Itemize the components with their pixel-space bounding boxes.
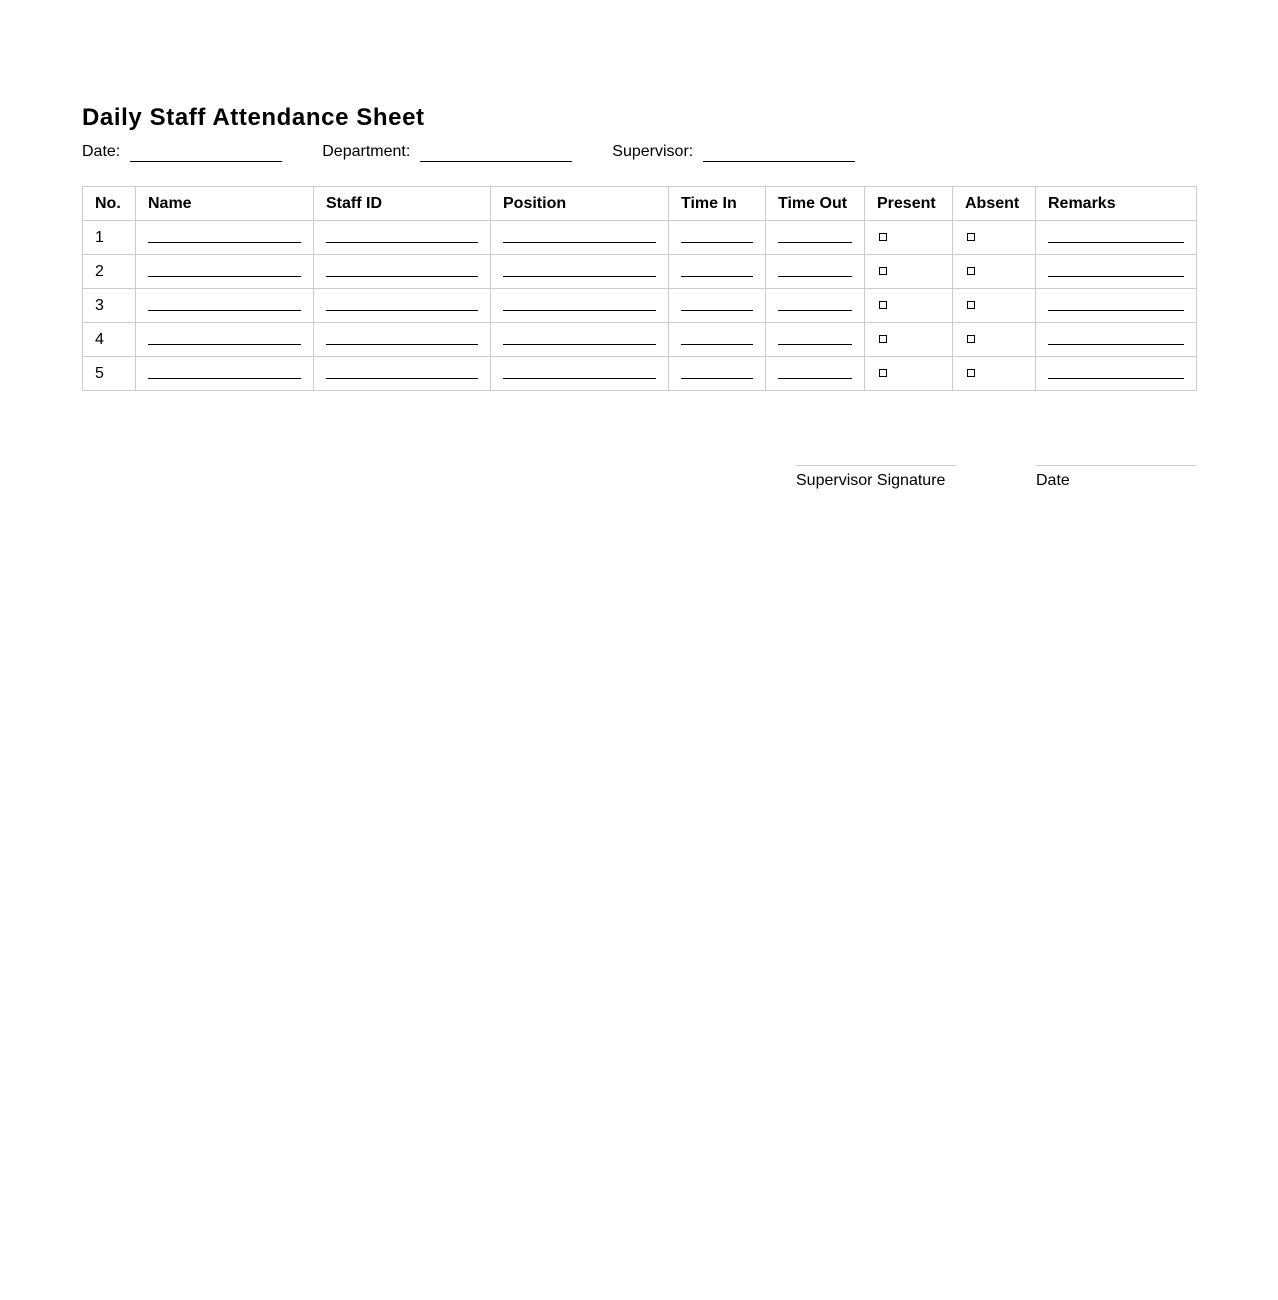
time-out-blank[interactable]: [778, 242, 852, 243]
time-in-blank[interactable]: [681, 242, 753, 243]
name-blank[interactable]: [148, 378, 301, 379]
row-number: 1: [83, 221, 136, 255]
remarks-blank[interactable]: [1048, 276, 1184, 277]
department-label: Department:: [322, 143, 411, 160]
time-in-cell[interactable]: [669, 255, 766, 289]
position-cell[interactable]: [491, 323, 669, 357]
supervisor-signature-label: Supervisor Signature: [796, 472, 946, 489]
present-cell: [865, 357, 953, 391]
name-blank[interactable]: [148, 310, 301, 311]
time-out-blank[interactable]: [778, 276, 852, 277]
time-in-blank[interactable]: [681, 344, 753, 345]
remarks-cell[interactable]: [1036, 289, 1197, 323]
name-cell[interactable]: [136, 357, 314, 391]
time-in-cell[interactable]: [669, 221, 766, 255]
time-in-blank[interactable]: [681, 276, 753, 277]
header-absent: Absent: [953, 187, 1036, 221]
position-blank[interactable]: [503, 378, 656, 379]
absent-cell: [953, 221, 1036, 255]
header-no: No.: [83, 187, 136, 221]
header-staff-id: Staff ID: [314, 187, 491, 221]
time-in-cell[interactable]: [669, 289, 766, 323]
name-blank[interactable]: [148, 276, 301, 277]
header-position: Position: [491, 187, 669, 221]
supervisor-signature-line[interactable]: [796, 465, 956, 490]
present-cell: [865, 289, 953, 323]
header-time-out: Time Out: [766, 187, 865, 221]
remarks-cell[interactable]: [1036, 221, 1197, 255]
table-row: [83, 221, 1197, 255]
supervisor-field: [612, 137, 855, 167]
table-header-row: [83, 187, 1197, 221]
department-input[interactable]: [420, 145, 572, 162]
present-checkbox-icon[interactable]: [879, 335, 887, 343]
absent-cell: [953, 323, 1036, 357]
date-input[interactable]: [130, 145, 282, 162]
signature-section: [796, 465, 1196, 490]
staff-id-blank[interactable]: [326, 310, 478, 311]
staff-id-blank[interactable]: [326, 378, 478, 379]
remarks-cell[interactable]: [1036, 357, 1197, 391]
staff-id-blank[interactable]: [326, 276, 478, 277]
header-name: Name: [136, 187, 314, 221]
position-blank[interactable]: [503, 310, 656, 311]
present-checkbox-icon[interactable]: [879, 301, 887, 309]
remarks-blank[interactable]: [1048, 344, 1184, 345]
supervisor-label: Supervisor:: [612, 143, 694, 160]
remarks-cell[interactable]: [1036, 323, 1197, 357]
absent-checkbox-icon[interactable]: [967, 335, 975, 343]
header-remarks: Remarks: [1036, 187, 1197, 221]
department-field: [322, 137, 572, 167]
name-cell[interactable]: [136, 289, 314, 323]
absent-checkbox-icon[interactable]: [967, 369, 975, 377]
absent-checkbox-icon[interactable]: [967, 301, 975, 309]
name-blank[interactable]: [148, 242, 301, 243]
time-in-blank[interactable]: [681, 378, 753, 379]
present-cell: [865, 221, 953, 255]
present-cell: [865, 255, 953, 289]
row-number: 2: [83, 255, 136, 289]
name-blank[interactable]: [148, 344, 301, 345]
position-cell[interactable]: [491, 255, 669, 289]
absent-cell: [953, 289, 1036, 323]
present-checkbox-icon[interactable]: [879, 233, 887, 241]
staff-id-cell[interactable]: [314, 289, 491, 323]
signature-date-line[interactable]: [1036, 465, 1196, 490]
time-out-cell[interactable]: [766, 323, 865, 357]
time-out-cell[interactable]: [766, 221, 865, 255]
time-in-cell[interactable]: [669, 357, 766, 391]
present-checkbox-icon[interactable]: [879, 267, 887, 275]
row-number: 5: [83, 357, 136, 391]
name-cell[interactable]: [136, 255, 314, 289]
table-row: [83, 323, 1197, 357]
name-cell[interactable]: [136, 323, 314, 357]
position-blank[interactable]: [503, 276, 656, 277]
staff-id-cell[interactable]: [314, 255, 491, 289]
header-time-in: Time In: [669, 187, 766, 221]
present-cell: [865, 323, 953, 357]
absent-checkbox-icon[interactable]: [967, 233, 975, 241]
signature-date-label: Date: [1036, 472, 1070, 489]
supervisor-input[interactable]: [703, 145, 855, 162]
remarks-blank[interactable]: [1048, 378, 1184, 379]
time-in-cell[interactable]: [669, 323, 766, 357]
staff-id-cell[interactable]: [314, 323, 491, 357]
remarks-blank[interactable]: [1048, 310, 1184, 311]
time-out-blank[interactable]: [778, 344, 852, 345]
row-number: 3: [83, 289, 136, 323]
attendance-table: [82, 186, 1197, 391]
position-blank[interactable]: [503, 344, 656, 345]
remarks-cell[interactable]: [1036, 255, 1197, 289]
absent-cell: [953, 357, 1036, 391]
time-in-blank[interactable]: [681, 310, 753, 311]
date-field: [82, 137, 282, 167]
time-out-cell[interactable]: [766, 289, 865, 323]
staff-id-blank[interactable]: [326, 242, 478, 243]
time-out-cell[interactable]: [766, 357, 865, 391]
table-row: [83, 357, 1197, 391]
attendance-sheet: [82, 100, 1196, 489]
staff-id-cell[interactable]: [314, 221, 491, 255]
absent-cell: [953, 255, 1036, 289]
sheet-meta: [82, 137, 1196, 167]
date-label: Date:: [82, 143, 121, 160]
absent-checkbox-icon[interactable]: [967, 267, 975, 275]
present-checkbox-icon[interactable]: [879, 369, 887, 377]
time-out-blank[interactable]: [778, 378, 852, 379]
table-row: [83, 289, 1197, 323]
remarks-blank[interactable]: [1048, 242, 1184, 243]
staff-id-blank[interactable]: [326, 344, 478, 345]
position-cell[interactable]: [491, 357, 669, 391]
row-number: 4: [83, 323, 136, 357]
staff-id-cell[interactable]: [314, 357, 491, 391]
time-out-blank[interactable]: [778, 310, 852, 311]
name-cell[interactable]: [136, 221, 314, 255]
page-title: Daily Staff Attendance Sheet: [82, 104, 425, 131]
position-cell[interactable]: [491, 221, 669, 255]
position-blank[interactable]: [503, 242, 656, 243]
time-out-cell[interactable]: [766, 255, 865, 289]
table-row: [83, 255, 1197, 289]
position-cell[interactable]: [491, 289, 669, 323]
header-present: Present: [865, 187, 953, 221]
